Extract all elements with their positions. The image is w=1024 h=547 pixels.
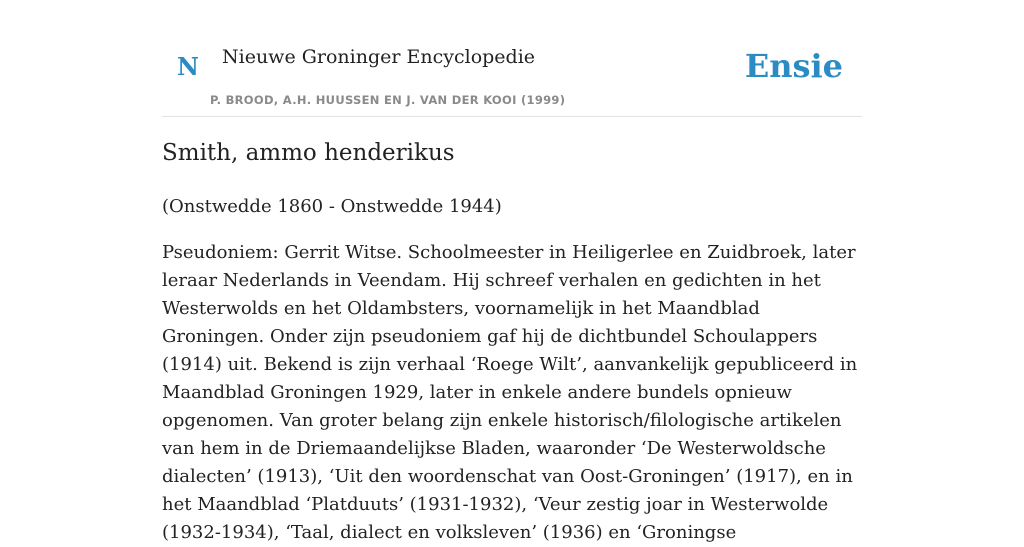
entry-title: Smith, ammo henderikus — [162, 140, 455, 166]
encyclopedia-logo[interactable]: N — [177, 52, 199, 81]
site-header — [162, 0, 862, 117]
encyclopedia-title[interactable]: Nieuwe Groninger Encyclopedie — [222, 46, 536, 68]
ensie-brand-logo[interactable]: Ensie — [744, 47, 843, 85]
encyclopedia-authors: P. BROOD, A.H. HUUSSEN EN J. VAN DER KOOI (1999) — [210, 93, 566, 107]
page-container — [162, 0, 862, 543]
entry-body: Pseudoniem: Gerrit Witse. Schoolmeester in Heiligerlee en Zuidbroek, later leraar Nederlands in Veendam. Hij schreef verhalen en gedichten in het Westerwolds en het Oldambsters, voornamelijk in het Maandblad Groningen. Onder zijn pseudoniem gaf hij de dichtbundel Schoulappers (1914) uit. Bekend is zijn verhaal ‘Roege Wilt’, aanvankelijk gepubliceerd in Maandblad Groningen 1929, later in enkele andere bundels opnieuw opgenomen. Van groter belang zijn enkele historisch/filologische artikelen van hem in de Driemaandelijkse Bladen, waaronder ‘De Westerwoldsche dialecten’ (1913), ‘Uit den woordenschat van Oost-Groningen’ (1917), en in het Maandblad ‘Platduuts’ (1931-1932), ‘Veur zestig joar in Westerwolde (1932-1934), ‘Taal, dialect en volksleven’ (1936) en ‘Groningse — [162, 242, 858, 543]
entry-lifespan: (Onstwedde 1860 - Onstwedde 1944) — [162, 196, 502, 217]
